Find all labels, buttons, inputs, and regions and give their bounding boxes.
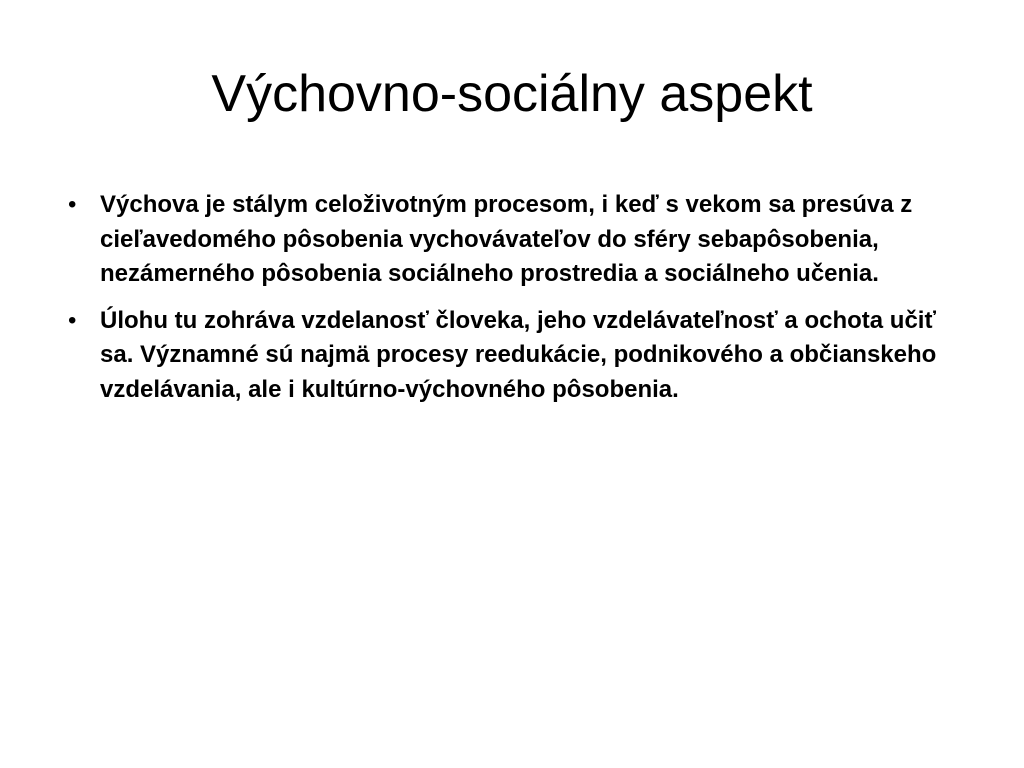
bullet-text: Výchova je stálym celoživotným procesom, i keď s vekom sa presúva z cieľavedomého pôsobenia vychovávateľov do sféry sebapôsobenia, nezámerného pôsobenia sociálneho prostredia a sociálneho učenia. [100,191,913,287]
bullet-marker: • [68,191,77,218]
bullet-item [60,304,960,408]
bullet-list [60,188,960,419]
bullet-marker: • [68,306,77,334]
slide-title: Výchovno-sociálny aspekt [211,65,813,123]
bullet-item [60,188,960,292]
bullet-text: Úlohu tu zohráva vzdelanosť človeka, jeho vzdelávateľnosť a ochota učiť sa. Významné sú najmä procesy reedukácie, podnikového a občianskeho vzdelávania, ale i kultúrno-výchovného pôsobenia. [100,306,937,403]
